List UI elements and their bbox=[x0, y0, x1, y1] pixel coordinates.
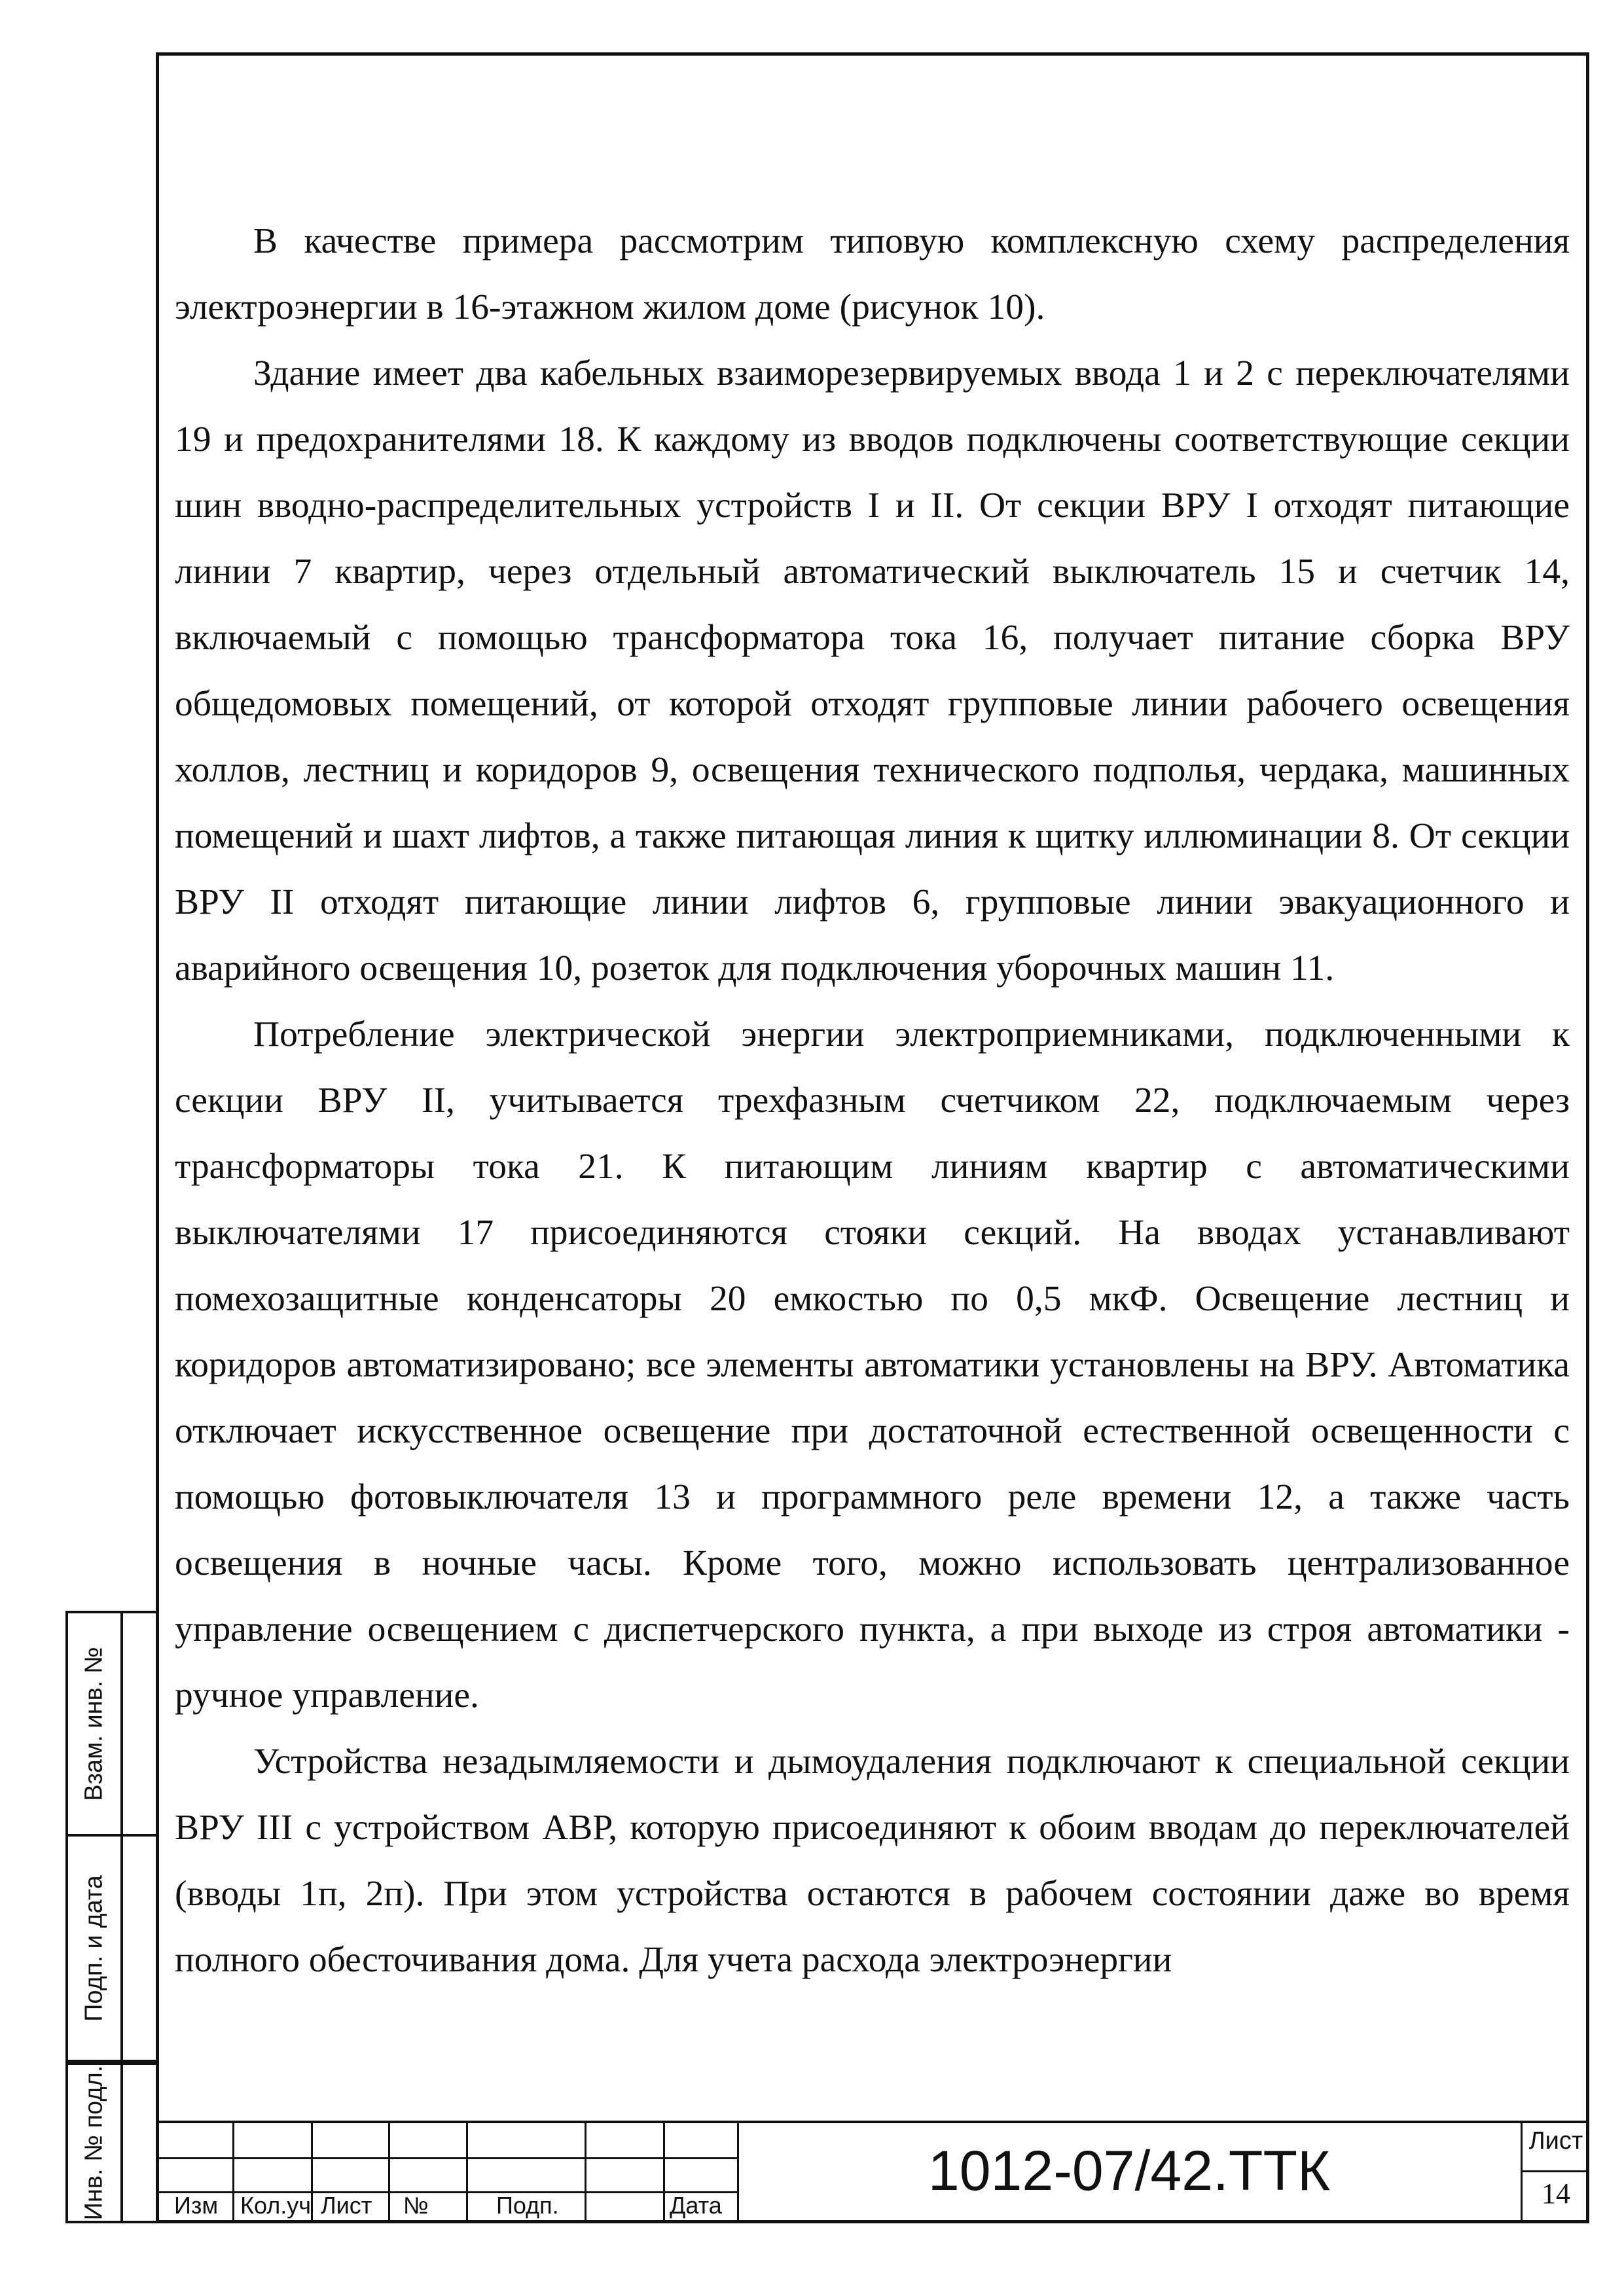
paragraph-2: Здание имеет два кабельных взаиморезервируемых ввода 1 и 2 с переключателями 19 и предохранителями 18. К каждому из вводов подключены соответствующие секции шин вводно-распределительных устройств I и II. От секции ВРУ I отходят питающие линии 7 квартир, через отдельный автоматический выключатель 15 и счетчик 14, включаемый с помощью трансформатора тока 16, получает питание сборка ВРУ общедомовых помещений, от которой отходят групповые линии рабочего освещения холлов, лестниц и коридоров 9, освещения технического подполья, чердака, машинных помещений и шахт лифтов, а также питающая линия к щитку иллюминации 8. От секции ВРУ II отходят питающие линии лифтов 6, групповые линии эвакуационного и аварийного освещения 10, розеток для подключения уборочных машин 11. bbox=[175, 353, 1570, 988]
side-stamp-podp-data-cell bbox=[68, 1837, 123, 2060]
tb-col-data: Дата bbox=[670, 2192, 722, 2219]
side-stamp-inv-podl-cell bbox=[68, 2065, 123, 2221]
tb-divider bbox=[585, 2123, 586, 2223]
tb-row-line bbox=[1521, 2170, 1589, 2172]
side-stamp-vzam-label: Взам. инв. № bbox=[80, 1646, 108, 1801]
side-stamp-vzam bbox=[65, 1611, 156, 1837]
paragraph-4: Устройства незадымляемости и дымоудаления подключают к специальной секции ВРУ III с устройством АВР, которую присоединяют к обоим вводам до переключателей (вводы 1п, 2п). При этом устройства остаются в рабочем состоянии даже во время полного обесточивания дома. Для учета расхода электроэнергии bbox=[175, 1742, 1570, 1980]
sheet-label: Лист bbox=[1528, 2127, 1583, 2155]
tb-divider bbox=[737, 2123, 739, 2223]
side-stamp-podp-data-label: Подп. и дата bbox=[80, 1874, 108, 2022]
side-stamp-vzam-cell bbox=[68, 1613, 123, 1834]
tb-col-list: Лист bbox=[321, 2192, 372, 2219]
document-code: 1012-07/42.ТТК bbox=[928, 2140, 1331, 2202]
tb-col-kol: Кол.уч bbox=[240, 2192, 311, 2219]
tb-divider bbox=[663, 2123, 665, 2223]
tb-col-izm: Изм bbox=[174, 2192, 219, 2219]
tb-divider bbox=[311, 2123, 313, 2223]
body-text bbox=[175, 208, 1570, 1993]
tb-divider bbox=[466, 2123, 468, 2223]
paragraph-3: Потребление электрической энергии электроприемниками, подключенными к секции ВРУ II, учитывается трехфазным счетчиком 22, подключаемым через трансформаторы тока 21. К питающим линиям квартир с автоматическими выключателями 17 присоединяются стояки секций. На вводах устанавливают помехозащитные конденсаторы 20 емкостью по 0,5 мкФ. Освещение лестниц и коридоров автоматизировано; все элементы автоматики установлены на ВРУ. Автоматика отключает искусственное освещение при достаточной естественной освещенности с помощью фотовыключателя 13 и программного реле времени 12, а также часть освещения в ночные часы. Кроме того, можно использовать централизованное управление освещением с диспетчерского пункта, а при выходе из строя автоматики - ручное управление. bbox=[175, 1014, 1570, 1715]
tb-divider bbox=[232, 2123, 234, 2223]
tb-row-line bbox=[156, 2157, 737, 2159]
side-stamp-inv-podl-label: Инв. № подл. bbox=[80, 2065, 108, 2221]
tb-col-no: № bbox=[403, 2192, 429, 2219]
side-stamp-inv-podl bbox=[65, 2062, 156, 2223]
sheet-number: 14 bbox=[1542, 2178, 1570, 2210]
tb-col-podp: Подп. bbox=[496, 2192, 559, 2219]
tb-divider bbox=[388, 2123, 390, 2223]
paragraph-1: В качестве примера рассмотрим типовую комплексную схему распределения электроэнергии в 16-этажном жилом доме (рисунок 10). bbox=[175, 221, 1570, 327]
side-stamp-podp-data bbox=[65, 1837, 156, 2062]
